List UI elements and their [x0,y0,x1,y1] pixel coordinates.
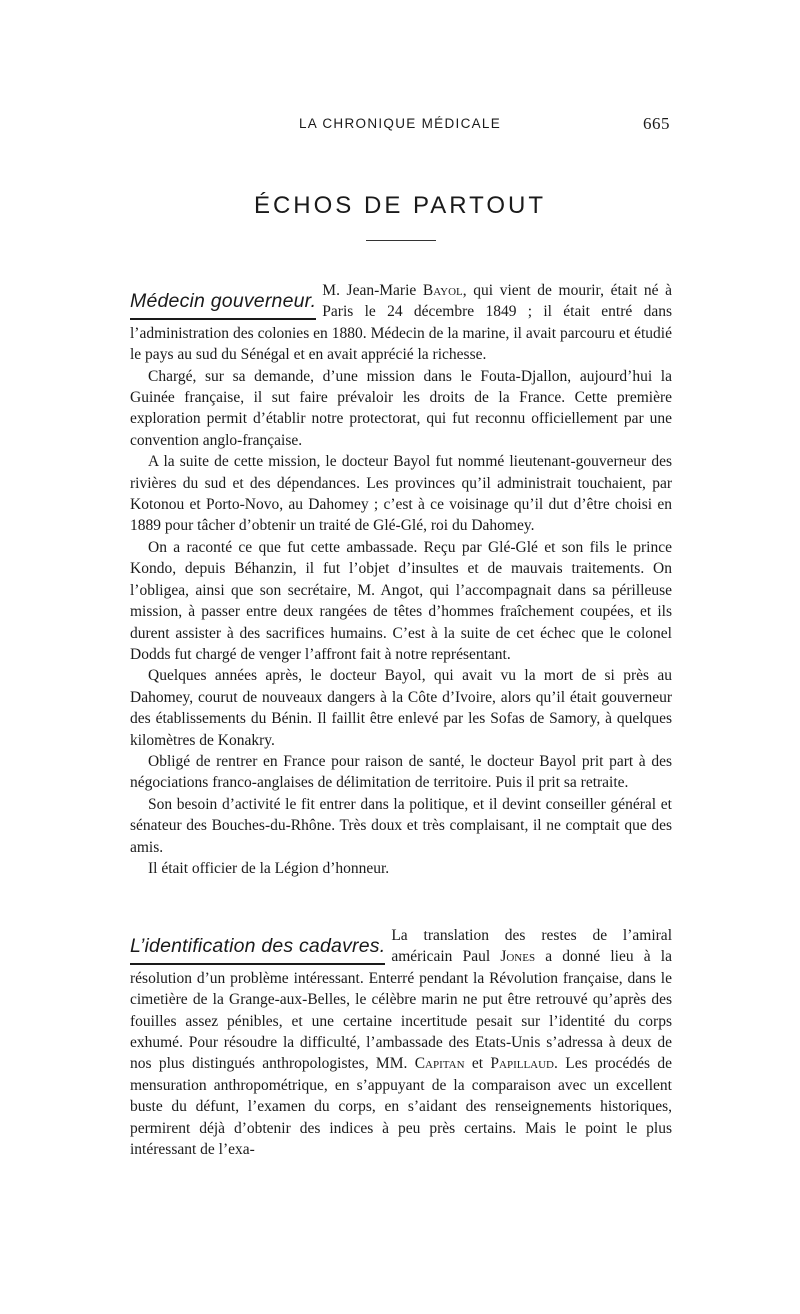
paragraph-text: et [464,1055,491,1073]
paragraph-text: . Les procédés de mensuration anthropométrique, en s’appuyant de la comparaison avec un excellent buste du défunt, l’examen du corps, en s’aidant des renseignements historiques, permirent déjà d’obtenir des indices à peu près certains. Mais le point le plus intéressant de l’exa- [130,1055,673,1159]
person-name: Papillaud [490,1055,555,1073]
journal-title: LA CHRONIQUE MÉDICALE [298,116,502,131]
paragraph-text: a donné lieu à la résolution d’un problème intéressant. Enterré pendant la Révolution française, dans le cimetière de la Grange-aux-Belles, le célèbre marin ne put être retrouvé qu’après des fouilles assez pénibles, et une certaine incertitude pesait sur l’identité du corps exhumé. Pour résoudre la difficulté, l’ambassade des Etats-Unis s’adressa à deux de nos plus distingués anthropologistes, MM. [130,948,672,1073]
paragraph-text: La translation des restes de l’amiral américain Paul [391,927,672,966]
paragraph-text: , qui vient de mourir, était né à Paris le 24 décembre 1849 ; il était entré dans l’administration des colonies en 1880. Médecin de la marine, il avait parcouru et étudié le pays au sud du Sénégal et en avait apprécié la richesse. [130,282,673,364]
article-paragraph: Quelques années après, le docteur Bayol, qui avait vu la mort de si près au Dahomey, courut de nouveaux dangers à la Côte d’Ivoire, alors qu’il était gouverneur des établissements du Bénin. Il faillit être enlevé par les Sofas de Samory, à quelques kilomètres de Konakry. [130,667,672,749]
article-paragraph: Chargé, sur sa demande, d’une mission dans le Fouta-Djallon, aujourd’hui la Guinée française, il sut faire prévaloir les droits de la France. Cette première exploration permit d’établir notre protectorat, qui fut reconnu officiellement par une convention anglo-française. [130,367,672,449]
page-number: 665 [643,114,670,133]
running-header [0,116,800,136]
article-paragraph: On a raconté ce que fut cette ambassade. Reçu par Glé-Glé et son fils le prince Kondo, depuis Béhanzin, il fut l’objet d’insultes et de mauvais traitements. On l’obligea, ainsi que son secrétaire, M. Angot, qui l’accompagnait dans sa périlleuse mission, à passer entre deux rangées de têtes d’hommes fraîchement coupées, et ils durent assister à des sacrifices humains. C’est à la suite de cet échec que le colonel Dodds fut chargé de venger l’affront fait à notre représentant. [130,538,672,663]
title-divider [366,240,436,241]
person-name: Jones [500,948,536,966]
article-paragraph: Obligé de rentrer en France pour raison de santé, le docteur Bayol prit part à des négociations franco-anglaises de délimitation de territoire. Puis il prit sa retraite. [130,752,672,792]
article-heading: Médecin gouverneur. [130,280,316,320]
article-paragraph: A la suite de cette mission, le docteur Bayol fut nommé lieutenant-gouverneur des rivières du sud et des dépendances. Les provinces qu’il administrait touchaient, par Kotonou et Porto-Novo, au Dahomey ; c’est à ce voisinage qu’il dut d’être choisi en 1889 pour tâcher d’obtenir un traité de Glé-Glé, roi du Dahomey. [130,453,672,535]
article-identification-cadavres [130,925,672,1160]
article-paragraph: Son besoin d’activité le fit entrer dans la politique, et il devint conseiller général et sénateur des Bouches-du-Rhône. Très doux et très complaisant, il ne comptait que des amis. [130,795,672,856]
article-heading: L’identification des cadavres. [130,925,385,965]
article-paragraph [130,280,672,366]
section-title: ÉCHOS DE PARTOUT [253,192,547,220]
person-name: Capitan [414,1055,465,1073]
article-medecin-gouverneur [130,280,672,879]
article-paragraph [130,925,672,1160]
article-paragraph: Il était officier de la Légion d’honneur. [148,859,390,877]
paragraph-text: M. Jean-Marie [322,282,423,299]
person-name: Bayol [422,282,463,299]
